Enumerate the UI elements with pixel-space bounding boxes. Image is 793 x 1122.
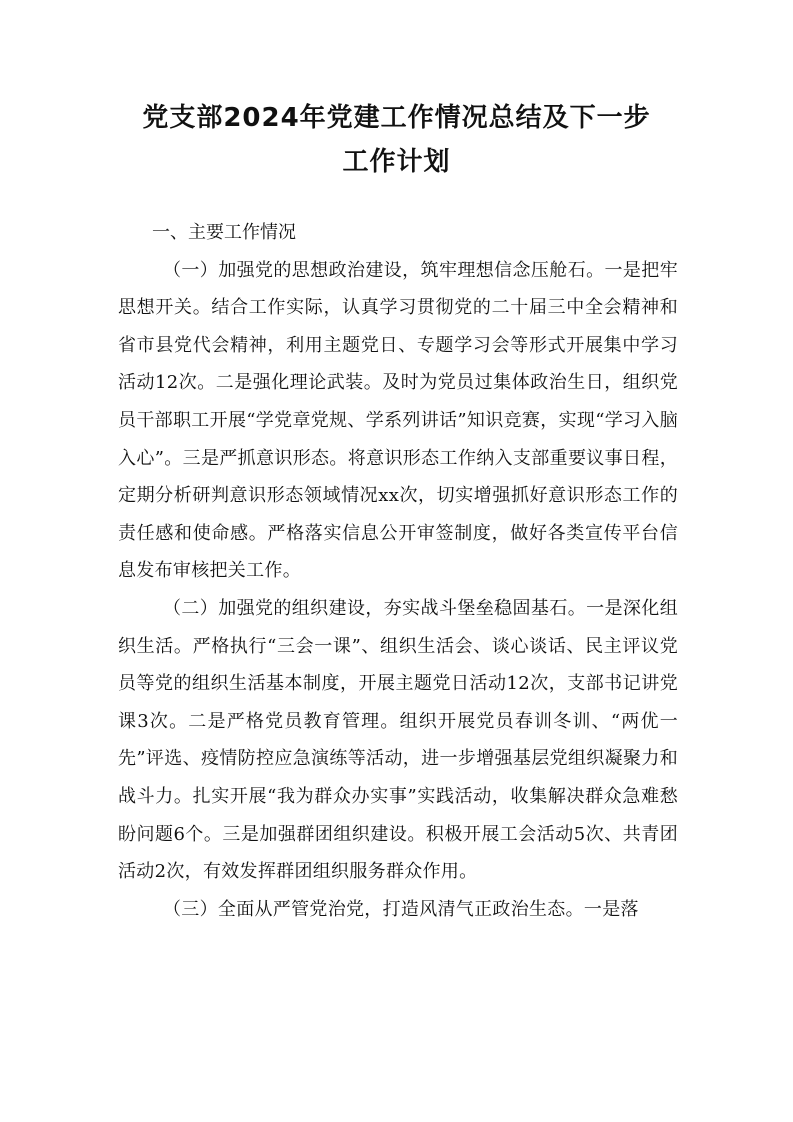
paragraph-ideological-building: （一）加强党的思想政治建设，筑牢理想信念压舱石。一是把牢思想开关。结合工作实际，认真学习贯彻党的二十届三中全会精神和省市县党代会精神，利用主题党日、专题学习会等形式开展集中学习活动12次。二是强化理论武装。及时为党员过集体政治生日，组织党员干部职工开展“学党章党规、学系列讲话”知识竞赛，实现“学习入脑入心”。三是严抓意识形态。将意识形态工作纳入支部重要议事日程，定期分析研判意识形态领域情况xx次，切实增强抓好意识形态工作的责任感和使命感。严格落实信息公开审签制度，做好各类宣传平台信息发布审核把关工作。	[118, 259, 678, 582]
document-title-line1: 党支部2024年党建工作情况总结及下一步	[142, 103, 651, 133]
paragraph-strict-party-governance: （三）全面从严管党治党，打造风清气正政治生态。一是落	[163, 898, 639, 920]
document-body	[118, 214, 678, 928]
section-heading: 一、主要工作情况	[152, 222, 296, 243]
document-title-line2: 工作计划	[342, 147, 451, 177]
paragraph-organizational-building: （二）加强党的组织建设，夯实战斗堡垒稳固基石。一是深化组织生活。严格执行“三会一课”、组织生活会、谈心谈话、民主评议党员等党的组织生活基本制度，开展主题党日活动12次，支部书记讲党课3次。二是严格党员教育管理。组织开展党员春训冬训、“两优一先”评选、疫情防控应急演练等活动，进一步增强基层党组织凝聚力和战斗力。扎实开展“我为群众办实事”实践活动，收集解决群众急难愁盼问题6个。三是加强群团组织建设。积极开展工会活动5次、共青团活动2次，有效发挥群团组织服务群众作用。	[118, 597, 678, 883]
